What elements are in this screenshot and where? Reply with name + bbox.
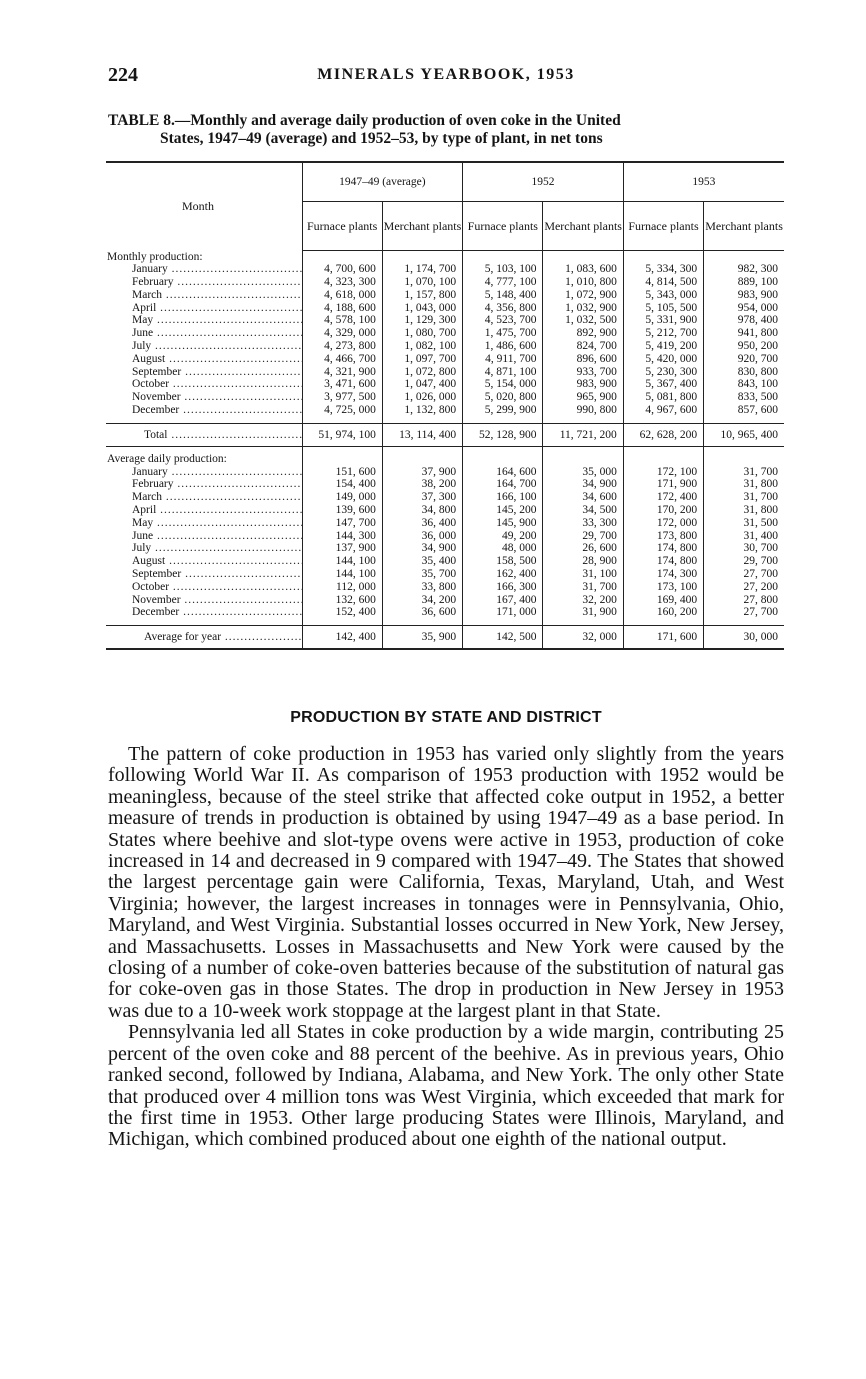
table-cell: 1, 070, 100 — [382, 276, 462, 289]
table-cell: 33, 300 — [543, 517, 623, 530]
table-row — [106, 276, 784, 289]
table-cell: 62, 628, 200 — [623, 423, 703, 446]
table-cell: 4, 911, 700 — [463, 353, 543, 366]
table-cell: 5, 148, 400 — [463, 289, 543, 302]
table-cell: 30, 700 — [704, 542, 784, 555]
month-label: February ..... — [106, 276, 302, 289]
table-cell: 112, 000 — [302, 581, 382, 594]
table-cell: 164, 700 — [463, 478, 543, 491]
table-cell: 843, 100 — [704, 378, 784, 391]
table-cell: 28, 900 — [543, 555, 623, 568]
month-label: January ..... — [106, 466, 302, 479]
table-cell: 4, 967, 600 — [623, 404, 703, 417]
total-row — [106, 423, 784, 446]
month-label: October ..... — [106, 378, 302, 391]
month-label: April ..... — [106, 302, 302, 315]
table-cell: 4, 273, 800 — [302, 340, 382, 353]
table-cell: 152, 400 — [302, 606, 382, 619]
table-row — [106, 504, 784, 517]
table-cell: 142, 400 — [302, 626, 382, 650]
table-cell: 27, 200 — [704, 581, 784, 594]
table-cell: 4, 466, 700 — [302, 353, 382, 366]
month-label: August ..... — [106, 353, 302, 366]
sub-header: Furnace plants — [302, 202, 382, 251]
table-cell: 27, 700 — [704, 606, 784, 619]
table-cell: 965, 900 — [543, 391, 623, 404]
daily-section-label: Average daily production: — [107, 452, 227, 465]
section-heading: PRODUCTION BY STATE AND DISTRICT — [290, 709, 602, 726]
table-cell: 172, 100 — [623, 466, 703, 479]
table-cell: 1, 486, 600 — [463, 340, 543, 353]
table-cell: 35, 000 — [543, 466, 623, 479]
table-cell: 167, 400 — [463, 594, 543, 607]
table-cell: 172, 400 — [623, 491, 703, 504]
month-label: June ..... — [106, 530, 302, 543]
table-cell: 37, 300 — [382, 491, 462, 504]
table-cell: 31, 100 — [543, 568, 623, 581]
total-body — [106, 417, 784, 447]
table-cell: 5, 420, 000 — [623, 353, 703, 366]
table-cell: 824, 700 — [543, 340, 623, 353]
table-cell: 170, 200 — [623, 504, 703, 517]
table-cell: 32, 200 — [543, 594, 623, 607]
table-cell: 1, 080, 700 — [382, 327, 462, 340]
average-label: Average for year ..... — [106, 626, 302, 650]
table-cell: 174, 800 — [623, 542, 703, 555]
table-cell: 172, 000 — [623, 517, 703, 530]
table-cell: 4, 578, 100 — [302, 314, 382, 327]
table-row — [106, 314, 784, 327]
table-cell: 173, 100 — [623, 581, 703, 594]
average-row — [106, 626, 784, 650]
table-cell: 169, 400 — [623, 594, 703, 607]
table-cell: 158, 500 — [463, 555, 543, 568]
month-label: November ..... — [106, 391, 302, 404]
coke-production-table — [106, 161, 784, 650]
month-label: May ..... — [106, 314, 302, 327]
table-cell: 33, 800 — [382, 581, 462, 594]
table-cell: 137, 900 — [302, 542, 382, 555]
table-row — [106, 327, 784, 340]
table-row — [106, 353, 784, 366]
table-cell: 5, 331, 900 — [623, 314, 703, 327]
table-cell: 982, 300 — [704, 263, 784, 276]
table-row — [106, 263, 784, 276]
table-cell: 29, 700 — [543, 530, 623, 543]
table-cell: 166, 100 — [463, 491, 543, 504]
group-header-1947-49: 1947–49 (average) — [302, 162, 463, 202]
month-label: October ..... — [106, 581, 302, 594]
table-cell: 144, 100 — [302, 555, 382, 568]
table-cell: 10, 965, 400 — [704, 423, 784, 446]
table-cell: 830, 800 — [704, 366, 784, 379]
table-cell: 160, 200 — [623, 606, 703, 619]
table-cell: 5, 334, 300 — [623, 263, 703, 276]
table-row — [106, 594, 784, 607]
table-cell: 5, 103, 100 — [463, 263, 543, 276]
paragraph: Pennsylvania led all States in coke production by a wide margin, contributing 25 percent of the oven coke and 88 percent of the beehive. As in previous years, Ohio ranked second, followed by Indiana, Alabama, and New York. The only other State that produced over 4 million tons was West Virginia, which exceeded that mark for the first time in 1953. Other large producing States were Illinois, Maryland, and Michigan, which combined produced about one eighth of the national output. — [108, 1021, 784, 1151]
month-label: March ..... — [106, 289, 302, 302]
table-cell: 49, 200 — [463, 530, 543, 543]
table-cell: 34, 900 — [382, 542, 462, 555]
table-cell: 1, 010, 800 — [543, 276, 623, 289]
table-cell: 36, 400 — [382, 517, 462, 530]
table-cell: 171, 000 — [463, 606, 543, 619]
table-cell: 1, 032, 500 — [543, 314, 623, 327]
month-label: April ..... — [106, 504, 302, 517]
table-cell: 833, 500 — [704, 391, 784, 404]
section-row — [106, 453, 784, 466]
table-cell: 5, 230, 300 — [623, 366, 703, 379]
table-cell: 48, 000 — [463, 542, 543, 555]
table-cell: 149, 000 — [302, 491, 382, 504]
group-header-1952: 1952 — [463, 162, 624, 202]
table-cell: 1, 132, 800 — [382, 404, 462, 417]
table-cell: 983, 900 — [704, 289, 784, 302]
table-cell: 174, 300 — [623, 568, 703, 581]
month-label: July ..... — [106, 542, 302, 555]
table-row — [106, 555, 784, 568]
table-cell: 5, 212, 700 — [623, 327, 703, 340]
table-cell: 36, 600 — [382, 606, 462, 619]
table-cell: 941, 800 — [704, 327, 784, 340]
table-cell: 4, 777, 100 — [463, 276, 543, 289]
table-cell: 4, 356, 800 — [463, 302, 543, 315]
table-cell: 34, 800 — [382, 504, 462, 517]
table-cell: 164, 600 — [463, 466, 543, 479]
table-caption — [108, 112, 784, 148]
month-label: February ..... — [106, 478, 302, 491]
monthly-production-body — [106, 251, 784, 417]
table-row — [106, 391, 784, 404]
table-cell: 3, 471, 600 — [302, 378, 382, 391]
table-cell: 32, 000 — [543, 626, 623, 650]
table-cell: 1, 032, 900 — [543, 302, 623, 315]
month-label: August ..... — [106, 555, 302, 568]
table-cell: 30, 000 — [704, 626, 784, 650]
table-row — [106, 466, 784, 479]
month-label: June ..... — [106, 327, 302, 340]
table-cell: 920, 700 — [704, 353, 784, 366]
month-label: December ..... — [106, 606, 302, 619]
table-cell: 4, 871, 100 — [463, 366, 543, 379]
table-cell: 31, 800 — [704, 504, 784, 517]
table-cell: 26, 600 — [543, 542, 623, 555]
table-row — [106, 302, 784, 315]
table-cell: 954, 000 — [704, 302, 784, 315]
table-cell: 950, 200 — [704, 340, 784, 353]
paragraph: The pattern of coke production in 1953 has varied only slightly from the years following World War II. As comparison of 1953 production with 1952 would be meaningless, because of the steel strike that affected coke output in 1952, a better measure of trends in production is obtained by using 1947–49 as a base period. In States where beehive and slot-type ovens were active in 1953, production of coke increased in 14 and decreased in 9 compared with 1947–49. The States that showed the largest percentage gain were California, Texas, Maryland, Utah, and West Virginia; however, the largest increases in tonnages were in Pennsylvania, Ohio, Maryland, and West Virginia. Substantial losses occurred in New York, New Jersey, and Massachusetts. Losses in Massachusetts and New York were caused by the closing of a number of coke-oven batteries because of the substitution of natural gas for coke-oven gas in those States. The drop in production in New Jersey in 1953 was due to a 10-week work stoppage at the largest plant in that State. — [108, 743, 784, 1022]
table-row — [106, 581, 784, 594]
table-cell: 145, 200 — [463, 504, 543, 517]
table-cell: 52, 128, 900 — [463, 423, 543, 446]
table-row — [106, 340, 784, 353]
table-cell: 1, 072, 800 — [382, 366, 462, 379]
table-cell: 142, 500 — [463, 626, 543, 650]
table-cell: 31, 900 — [543, 606, 623, 619]
table-cell: 34, 200 — [382, 594, 462, 607]
daily-production-body — [106, 446, 784, 619]
month-label: March ..... — [106, 491, 302, 504]
table-row — [106, 289, 784, 302]
month-label: December ..... — [106, 404, 302, 417]
sub-header: Merchant plants — [543, 202, 623, 251]
table-cell: 27, 800 — [704, 594, 784, 607]
table-cell: 1, 082, 100 — [382, 340, 462, 353]
table-cell: 171, 900 — [623, 478, 703, 491]
table-row — [106, 366, 784, 379]
table-cell: 983, 900 — [543, 378, 623, 391]
table-cell: 1, 097, 700 — [382, 353, 462, 366]
table-cell: 1, 072, 900 — [543, 289, 623, 302]
table-cell: 5, 299, 900 — [463, 404, 543, 417]
table-caption-line-1: TABLE 8.—Monthly and average daily production of oven coke in the United — [108, 112, 621, 129]
page-number: 224 — [108, 64, 138, 86]
table-row — [106, 517, 784, 530]
table-cell: 154, 400 — [302, 478, 382, 491]
table-cell: 144, 300 — [302, 530, 382, 543]
sub-header: Furnace plants — [463, 202, 543, 251]
sub-header: Merchant plants — [382, 202, 462, 251]
month-label: November ..... — [106, 594, 302, 607]
sub-header: Merchant plants — [704, 202, 784, 251]
table-cell: 36, 000 — [382, 530, 462, 543]
table-cell: 1, 157, 800 — [382, 289, 462, 302]
table-cell: 4, 523, 700 — [463, 314, 543, 327]
table-cell: 31, 800 — [704, 478, 784, 491]
table-cell: 27, 700 — [704, 568, 784, 581]
table-cell: 5, 343, 000 — [623, 289, 703, 302]
table-cell: 978, 400 — [704, 314, 784, 327]
table-cell: 1, 083, 600 — [543, 263, 623, 276]
table-cell: 31, 700 — [704, 466, 784, 479]
table-cell: 31, 500 — [704, 517, 784, 530]
table-cell: 4, 814, 500 — [623, 276, 703, 289]
table-cell: 4, 700, 600 — [302, 263, 382, 276]
table-cell: 5, 154, 000 — [463, 378, 543, 391]
table-cell: 857, 600 — [704, 404, 784, 417]
table-cell: 166, 300 — [463, 581, 543, 594]
table-cell: 173, 800 — [623, 530, 703, 543]
table-cell: 37, 900 — [382, 466, 462, 479]
table-cell: 51, 974, 100 — [302, 423, 382, 446]
table-cell: 5, 105, 500 — [623, 302, 703, 315]
table-cell: 34, 600 — [543, 491, 623, 504]
table-cell: 5, 020, 800 — [463, 391, 543, 404]
table-cell: 31, 700 — [543, 581, 623, 594]
table-cell: 162, 400 — [463, 568, 543, 581]
table-cell: 35, 700 — [382, 568, 462, 581]
table-cell: 174, 800 — [623, 555, 703, 568]
average-body — [106, 619, 784, 649]
month-label: May ..... — [106, 517, 302, 530]
table-cell: 11, 721, 200 — [543, 423, 623, 446]
month-label: September ..... — [106, 366, 302, 379]
book-title: MINERALS YEARBOOK, 1953 — [317, 66, 575, 83]
running-head — [108, 64, 784, 90]
month-label: January ..... — [106, 263, 302, 276]
table-cell: 1, 174, 700 — [382, 263, 462, 276]
table-cell: 4, 188, 600 — [302, 302, 382, 315]
table-cell: 1, 026, 000 — [382, 391, 462, 404]
month-column-header: Month — [106, 162, 302, 251]
table-cell: 29, 700 — [704, 555, 784, 568]
table-cell: 5, 081, 800 — [623, 391, 703, 404]
table-row — [106, 568, 784, 581]
group-header-1953: 1953 — [623, 162, 784, 202]
table-cell: 896, 600 — [543, 353, 623, 366]
table-cell: 31, 700 — [704, 491, 784, 504]
table-cell: 35, 900 — [382, 626, 462, 650]
body-text — [108, 744, 784, 1151]
table-cell: 132, 600 — [302, 594, 382, 607]
monthly-section-label: Monthly production: — [107, 250, 203, 263]
table-cell: 4, 329, 000 — [302, 327, 382, 340]
table-caption-line-2: States, 1947–49 (average) and 1952–53, by type of plant, in net tons — [160, 130, 603, 147]
table-cell: 1, 043, 000 — [382, 302, 462, 315]
table-cell: 34, 900 — [543, 478, 623, 491]
table-cell: 5, 367, 400 — [623, 378, 703, 391]
total-label: Total ..... — [106, 423, 302, 446]
table-cell: 38, 200 — [382, 478, 462, 491]
table-cell: 889, 100 — [704, 276, 784, 289]
table-cell: 1, 129, 300 — [382, 314, 462, 327]
table-row — [106, 606, 784, 619]
month-label: July ..... — [106, 340, 302, 353]
table-row — [106, 491, 784, 504]
table-cell: 892, 900 — [543, 327, 623, 340]
table-cell: 151, 600 — [302, 466, 382, 479]
table-cell: 139, 600 — [302, 504, 382, 517]
table-cell: 31, 400 — [704, 530, 784, 543]
table-cell: 1, 047, 400 — [382, 378, 462, 391]
table-cell: 3, 977, 500 — [302, 391, 382, 404]
table-cell: 4, 321, 900 — [302, 366, 382, 379]
sub-header: Furnace plants — [623, 202, 703, 251]
table-cell: 147, 700 — [302, 517, 382, 530]
table-cell: 1, 475, 700 — [463, 327, 543, 340]
table-cell: 4, 323, 300 — [302, 276, 382, 289]
table-cell: 13, 114, 400 — [382, 423, 462, 446]
table-row — [106, 542, 784, 555]
table-cell: 35, 400 — [382, 555, 462, 568]
table-cell: 144, 100 — [302, 568, 382, 581]
table-cell: 34, 500 — [543, 504, 623, 517]
table-cell: 171, 600 — [623, 626, 703, 650]
table-cell: 4, 725, 000 — [302, 404, 382, 417]
table-row — [106, 378, 784, 391]
table-cell: 5, 419, 200 — [623, 340, 703, 353]
section-row — [106, 251, 784, 264]
table-cell: 990, 800 — [543, 404, 623, 417]
table-row — [106, 478, 784, 491]
table-row — [106, 404, 784, 417]
month-label: September ..... — [106, 568, 302, 581]
table-cell: 145, 900 — [463, 517, 543, 530]
table-cell: 4, 618, 000 — [302, 289, 382, 302]
table-row — [106, 530, 784, 543]
table-cell: 933, 700 — [543, 366, 623, 379]
